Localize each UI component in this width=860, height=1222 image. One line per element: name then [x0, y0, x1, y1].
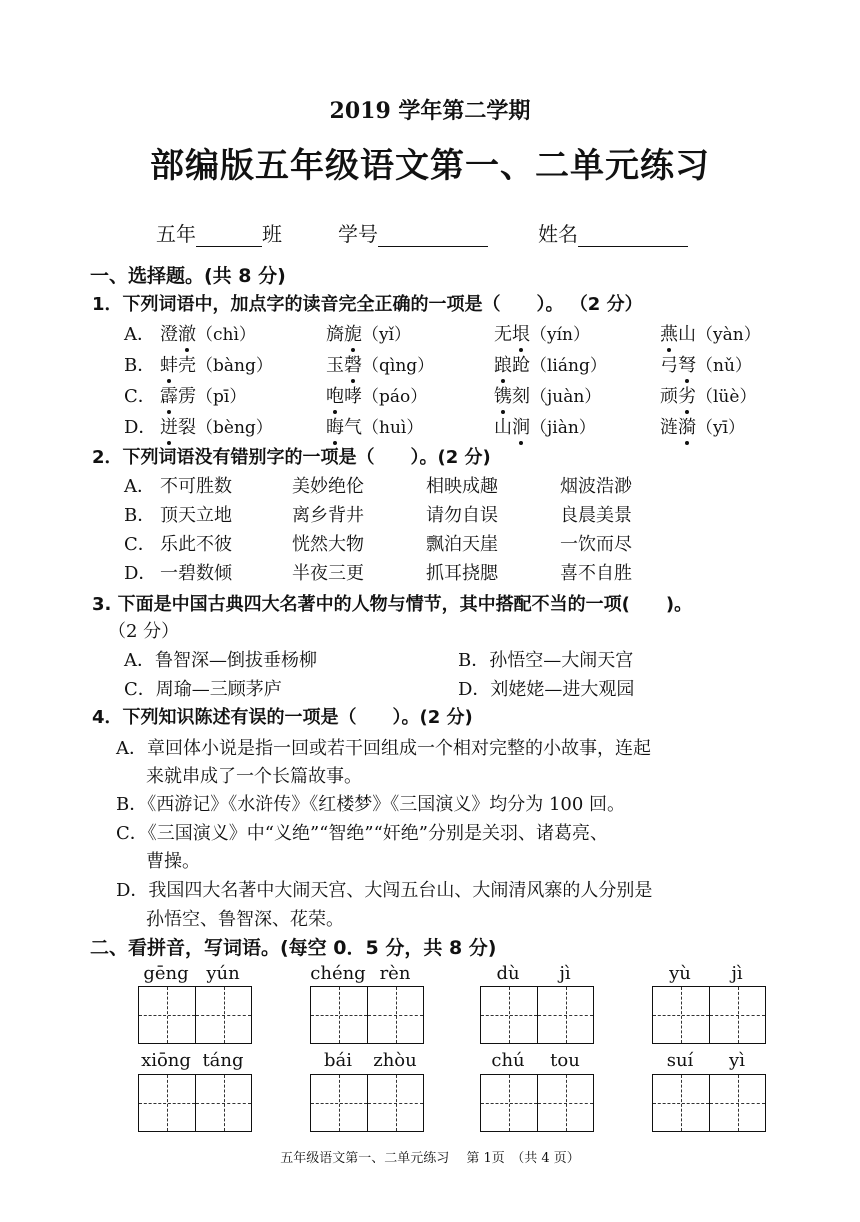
word-prefix: 顽 [660, 386, 678, 407]
writing-cell[interactable] [311, 987, 367, 1043]
question-1-word [494, 382, 601, 408]
word-suffix: 裂 [178, 417, 196, 438]
question-1-stem: 1．下列词语中，加点字的读音完全正确的一项是（ ）。 （2 分） [92, 294, 643, 315]
question-1-word [660, 351, 752, 377]
question-2-option-label[interactable]: A． [124, 476, 155, 497]
section-1-title: 一、选择题。(共 8 分) [90, 265, 286, 287]
pinyin-syllable: yì [729, 1050, 745, 1071]
question-2-word: 良晨美景 [560, 505, 632, 526]
question-2-option-label[interactable]: D． [124, 563, 157, 584]
pinyin-syllable: xiōng [141, 1050, 191, 1071]
word-prefix: 旖 [326, 324, 344, 345]
pronunciation: （yǐ） [362, 325, 412, 345]
word-suffix: 壳 [178, 355, 196, 376]
question-1-word [660, 320, 761, 346]
writing-cell[interactable] [653, 1075, 709, 1131]
character-writing-grid [138, 986, 252, 1044]
question-1-word [494, 320, 590, 346]
question-2-word: 半夜三更 [292, 563, 364, 584]
question-1-word [160, 382, 246, 408]
student-id-blank[interactable] [378, 224, 488, 247]
student-id-label: 学号 [338, 222, 378, 246]
writing-cell[interactable] [481, 1075, 537, 1131]
class-prefix-label: 五年 [156, 222, 196, 246]
dotted-character: 澈 [178, 320, 196, 346]
dotted-character: 咆 [326, 382, 344, 408]
question-2-word: 乐此不彼 [160, 534, 232, 555]
dotted-character: 燕 [660, 320, 678, 346]
question-1-word [326, 382, 427, 408]
dotted-character: 镌 [494, 382, 512, 408]
dotted-character: 劣 [678, 382, 696, 408]
character-writing-grid [652, 1074, 766, 1132]
question-3-option-c[interactable]: C．周瑜—三顾茅庐 [124, 679, 282, 700]
pinyin-syllable: dù [496, 963, 520, 984]
writing-cell[interactable] [537, 987, 593, 1043]
writing-cell[interactable] [139, 987, 195, 1043]
question-1-word [326, 351, 434, 377]
writing-cell[interactable] [311, 1075, 367, 1131]
word-prefix: 澄 [160, 324, 178, 345]
question-3-stem: 3. 下面是中国古典四大名著中的人物与情节，其中搭配不当的一项( )。 [92, 594, 693, 615]
pinyin-syllable: chéng [310, 963, 366, 984]
character-writing-grid [652, 986, 766, 1044]
word-suffix: 山 [678, 324, 696, 345]
question-4-option-c[interactable]: C．《三国演义》中“义绝”“智绝”“奸绝”分别是关羽、诸葛亮、 [116, 823, 608, 844]
word-suffix: 刻 [512, 386, 530, 407]
question-1-word [660, 413, 745, 439]
word-suffix: 气 [344, 417, 362, 438]
question-1-word [494, 351, 607, 377]
student-id-field [338, 218, 488, 247]
question-2-word: 抓耳挠腮 [426, 563, 498, 584]
class-suffix-label: 班 [262, 222, 282, 246]
question-2-word: 飘泊天崖 [426, 534, 498, 555]
question-1-option-label[interactable]: A． [124, 324, 155, 345]
character-writing-grid [138, 1074, 252, 1132]
class-blank[interactable] [196, 224, 262, 247]
word-suffix: 跄 [512, 355, 530, 376]
pinyin-syllable: jì [731, 963, 743, 984]
student-name-blank[interactable] [578, 224, 688, 247]
question-1-option-label[interactable]: D． [124, 417, 157, 438]
question-2-word: 恍然大物 [292, 534, 364, 555]
pinyin-syllable: yún [206, 963, 240, 984]
page-title: 部编版五年级语文第一、二单元练习 [150, 146, 710, 186]
question-1-word [326, 320, 411, 346]
pinyin-syllable: gēng [143, 963, 189, 984]
dotted-character: 迸 [160, 413, 178, 439]
pinyin-syllable: tou [550, 1050, 580, 1071]
character-writing-grid [480, 986, 594, 1044]
pinyin-syllable: jì [559, 963, 571, 984]
pronunciation: （juàn） [530, 387, 602, 407]
pronunciation: （páo） [362, 387, 428, 407]
writing-cell[interactable] [195, 987, 251, 1043]
question-3-option-b[interactable]: B．孙悟空—大闹天宫 [458, 650, 634, 671]
question-3-points: （2 分） [108, 621, 180, 642]
pronunciation: （bèng） [196, 418, 273, 438]
question-3-option-a[interactable]: A．鲁智深—倒拔垂杨柳 [124, 650, 317, 671]
question-3-option-d[interactable]: D．刘姥姥—进大观园 [458, 679, 635, 700]
question-1-word [326, 413, 423, 439]
pronunciation: （yī） [696, 418, 746, 438]
question-1-option-label[interactable]: C． [124, 386, 156, 407]
dotted-character: 踉 [494, 351, 512, 377]
question-2-option-label[interactable]: C． [124, 534, 156, 555]
pinyin-syllable: yù [669, 963, 691, 984]
character-writing-grid [310, 1074, 424, 1132]
word-prefix: 弓 [660, 355, 678, 376]
pronunciation: （pī） [196, 387, 247, 407]
question-2-word: 相映成趣 [426, 476, 498, 497]
pronunciation: （huì） [362, 418, 424, 438]
writing-cell[interactable] [481, 987, 537, 1043]
dotted-character: 霹 [160, 382, 178, 408]
dotted-character: 旎 [344, 320, 362, 346]
year-title: 2019 学年第二学期 [329, 98, 531, 124]
question-4-option-c-cont: 曹操。 [146, 851, 200, 872]
question-4-option-d[interactable]: D．我国四大名著中大闹天宫、大闯五台山、大闹清风寨的人分别是 [116, 880, 653, 901]
writing-cell[interactable] [709, 1075, 765, 1131]
pronunciation: （yín） [530, 325, 590, 345]
word-prefix: 无 [494, 324, 512, 345]
question-2-word: 一碧数倾 [160, 563, 232, 584]
pronunciation: （lüè） [696, 387, 757, 407]
question-4-option-b[interactable]: B．《西游记》《水浒传》《红楼梦》《三国演义》均分为 100 回。 [116, 794, 626, 815]
question-2-word: 离乡背井 [292, 505, 364, 526]
word-prefix: 涟 [660, 417, 678, 438]
question-2-stem: 2．下列词语没有错别字的一项是（ ）。(2 分) [92, 447, 491, 468]
page-footer: 五年级语文第一、二单元练习 第 1页 （共 4 页） [280, 1151, 580, 1166]
pronunciation: （yàn） [696, 325, 761, 345]
dotted-character: 涧 [512, 413, 530, 439]
writing-cell[interactable] [367, 987, 423, 1043]
pinyin-syllable: zhòu [373, 1050, 417, 1071]
question-2-word: 顶天立地 [160, 505, 232, 526]
question-4-option-a-cont: 来就串成了一个长篇故事。 [146, 766, 362, 787]
question-2-word: 美妙绝伦 [292, 476, 364, 497]
dotted-character: 晦 [326, 413, 344, 439]
pronunciation: （qìng） [362, 356, 435, 376]
pinyin-syllable: chú [491, 1050, 525, 1071]
question-2-word: 不可胜数 [160, 476, 232, 497]
pronunciation: （liáng） [530, 356, 607, 376]
question-1-word [160, 351, 273, 377]
question-1-word [160, 320, 256, 346]
question-2-word: 烟波浩渺 [560, 476, 632, 497]
writing-cell[interactable] [709, 987, 765, 1043]
question-1-word [160, 413, 273, 439]
question-1-word [660, 382, 756, 408]
pinyin-syllable: bái [323, 1050, 352, 1071]
question-4-stem: 4．下列知识陈述有误的一项是（ ）。(2 分) [92, 707, 473, 728]
dotted-character: 弩 [678, 351, 696, 377]
question-4-option-a[interactable]: A．章回体小说是指一回或若干回组成一个相对完整的小故事，连起 [116, 738, 651, 759]
word-suffix: 哮 [344, 386, 362, 407]
character-writing-grid [480, 1074, 594, 1132]
pronunciation: （chì） [196, 325, 256, 345]
dotted-character: 蚌 [160, 351, 178, 377]
question-2-word: 请勿自误 [426, 505, 498, 526]
question-2-word: 喜不自胜 [560, 563, 632, 584]
student-name-field [538, 218, 688, 247]
dotted-character: 磬 [344, 351, 362, 377]
character-writing-grid [310, 986, 424, 1044]
pinyin-syllable: táng [202, 1050, 244, 1071]
pronunciation: （jiàn） [530, 418, 596, 438]
question-1-option-label[interactable]: B． [124, 355, 156, 376]
pinyin-syllable: suí [666, 1050, 694, 1071]
word-suffix: 雳 [178, 386, 196, 407]
student-info [156, 218, 282, 247]
writing-cell[interactable] [139, 1075, 195, 1131]
dotted-character: 漪 [678, 413, 696, 439]
student-name-label: 姓名 [538, 222, 578, 246]
word-prefix: 玉 [326, 355, 344, 376]
pinyin-syllable: rèn [379, 963, 411, 984]
writing-cell[interactable] [367, 1075, 423, 1131]
dotted-character: 垠 [512, 320, 530, 346]
question-4-option-d-cont: 孙悟空、鲁智深、花荣。 [146, 909, 344, 930]
question-2-option-label[interactable]: B． [124, 505, 156, 526]
word-prefix: 山 [494, 417, 512, 438]
writing-cell[interactable] [537, 1075, 593, 1131]
pronunciation: （nǔ） [696, 356, 752, 376]
question-1-word [494, 413, 596, 439]
pronunciation: （bàng） [196, 356, 273, 376]
writing-cell[interactable] [653, 987, 709, 1043]
writing-cell[interactable] [195, 1075, 251, 1131]
question-2-word: 一饮而尽 [560, 534, 632, 555]
section-2-title: 二、看拼音，写词语。(每空 0．5 分，共 8 分) [90, 937, 497, 959]
